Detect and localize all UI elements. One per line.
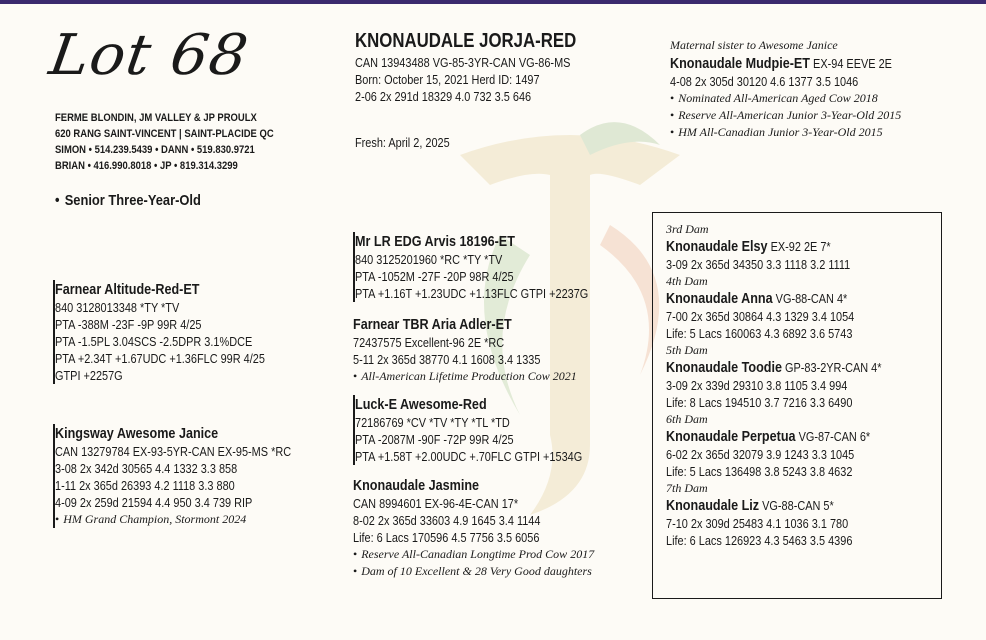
sire-line: PTA +2.34T +1.67UDC +1.36FLC 99R 4/25 <box>55 351 265 366</box>
sister-classification: EX-94 EEVE 2E <box>810 56 892 71</box>
sister-note-text: HM All-Canadian Junior 3-Year-Old 2015 <box>678 125 883 139</box>
sister-name-text: Knonaudale Mudpie-ET <box>670 55 811 72</box>
second-dam-line: Life: 6 Lacs 170596 4.5 7756 3.5 6056 <box>353 530 540 545</box>
second-dam-note-text: Dam of 10 Excellent & 28 Very Good daughters <box>361 564 592 578</box>
sire <box>53 280 305 384</box>
bullet-icon: • <box>55 192 60 209</box>
mgs-line: PTA -1052M -27F -20P 98R 4/25 <box>355 269 514 284</box>
sire-dam-line: 1-11 2x 365d 26393 4.2 1118 3.3 880 <box>55 478 235 493</box>
dam-entry-line: Life: 8 Lacs 194510 3.7 7216 3.3 6490 <box>666 395 853 410</box>
second-dam-line: 8-02 2x 365d 33603 4.9 1645 3.4 1144 <box>353 513 541 528</box>
mmgs-line: 72186769 *CV *TV *TY *TL *TD <box>355 415 510 430</box>
sister-name <box>670 54 892 73</box>
dam-note <box>353 368 577 385</box>
dam-entry-name-text: Knonaudale Elsy <box>666 238 768 255</box>
dam-entry-classification: EX-92 2E 7* <box>767 239 831 254</box>
maternal-sister <box>670 37 934 141</box>
sister-label: Maternal sister to Awesome Janice <box>670 38 838 52</box>
dam-generation-label: 3rd Dam <box>666 222 709 236</box>
bullet-icon: • <box>353 547 358 561</box>
sire-dam-name: Kingsway Awesome Janice <box>55 425 219 442</box>
dam-generation-label: 7th Dam <box>666 481 708 495</box>
bullet-icon: • <box>670 91 675 105</box>
dam-name: Farnear TBR Aria Adler-ET <box>353 316 512 333</box>
bullet-icon: • <box>55 512 60 526</box>
dam-entry-6th <box>666 411 941 480</box>
second-dam-name: Knonaudale Jasmine <box>353 477 480 494</box>
owner-line: FERME BLONDIN, JM VALLEY & JP PROULX <box>55 112 257 124</box>
sire-dam-line: CAN 13279784 EX-93-5YR-CAN EX-95-MS *RC <box>55 444 292 459</box>
mmgs-line: PTA -2087M -90F -72P 99R 4/25 <box>355 432 514 447</box>
sister-note-text: Reserve All-American Junior 3-Year-Old 2015 <box>678 108 902 122</box>
sire-line: PTA -1.5PL 3.04SCS -2.5DPR 3.1%DCE <box>55 334 253 349</box>
second-dam <box>353 476 594 580</box>
dam-entry-line: Life: 5 Lacs 136498 3.8 5243 3.8 4632 <box>666 464 853 479</box>
dam-entry-classification: VG-87-CAN 6* <box>795 429 871 444</box>
dam-entry-name <box>666 289 897 308</box>
dam-generation-label: 5th Dam <box>666 343 708 357</box>
fresh-date: Fresh: April 2, 2025 <box>355 135 450 150</box>
sister-note <box>670 90 934 107</box>
animal-registration: CAN 13943488 VG-85-3YR-CAN VG-86-MS <box>355 55 571 70</box>
second-dam-note <box>353 563 594 580</box>
dam-entry-classification: VG-88-CAN 5* <box>759 498 834 513</box>
dam-entry-name-text: Knonaudale Anna <box>666 290 773 307</box>
dams-box <box>652 212 942 599</box>
dam-generation-label: 4th Dam <box>666 274 708 288</box>
dam-note-text: All-American Lifetime Production Cow 2021 <box>361 369 577 383</box>
dam-entry-3rd <box>666 221 941 273</box>
dam-entry-line: 6-02 2x 365d 32079 3.9 1243 3.3 1045 <box>666 447 855 462</box>
mmgs-line: PTA +1.58T +2.00UDC +.70FLC GTPI +1534G <box>355 449 583 464</box>
sire-line: GTPI +2257G <box>55 368 123 383</box>
second-dam-note-text: Reserve All-Canadian Longtime Prod Cow 2017 <box>361 547 595 561</box>
main-animal <box>355 30 618 105</box>
second-dam-line: CAN 8994601 EX-96-4E-CAN 17* <box>353 496 519 511</box>
dam-generation-label: 6th Dam <box>666 412 708 426</box>
dam-entry-line: 7-10 2x 309d 25483 4.1 1036 3.1 780 <box>666 516 849 531</box>
sister-record: 4-08 2x 305d 30120 4.6 1377 3.5 1046 <box>670 74 859 89</box>
dam-entry-name-text: Knonaudale Perpetua <box>666 428 796 445</box>
dam-entry-name-text: Knonaudale Toodie <box>666 359 782 376</box>
bullet-icon: • <box>353 369 358 383</box>
sire-name: Farnear Altitude-Red-ET <box>55 281 200 298</box>
dam-entry-name-text: Knonaudale Liz <box>666 497 760 514</box>
owner-line: 620 RANG SAINT-VINCENT | SAINT-PLACIDE QC <box>55 128 274 140</box>
dam-entry-classification: GP-83-2YR-CAN 4* <box>781 360 882 375</box>
mgs-line: 840 3125201960 *RC *TY *TV <box>355 252 503 267</box>
sire-line: 840 3128013348 *TY *TV <box>55 300 180 315</box>
dam-entry-name <box>666 237 897 256</box>
dam-entry-line: 3-09 2x 365d 34350 3.3 1118 3.2 1111 <box>666 257 851 272</box>
dam <box>353 315 577 385</box>
lot-title: Lot 68 <box>45 23 253 88</box>
sire-line: PTA -388M -23F -9P 99R 4/25 <box>55 317 202 332</box>
sire-dam-line: 4-09 2x 259d 21594 4.4 950 3.4 739 RIP <box>55 495 253 510</box>
owner-line: SIMON • 514.239.5439 • DANN • 519.830.9721 <box>55 144 255 156</box>
dam-entry-classification: VG-88-CAN 4* <box>772 291 848 306</box>
bullet-icon: • <box>670 108 675 122</box>
dam-line: 72437575 Excellent-96 2E *RC <box>353 335 505 350</box>
dam-entry-4th <box>666 273 941 342</box>
dam-entry-7th <box>666 480 941 549</box>
sire-dam-line: 3-08 2x 342d 30565 4.4 1332 3.3 858 <box>55 461 238 476</box>
dam-entry-line: Life: 5 Lacs 160063 4.3 6892 3.6 5743 <box>666 326 853 341</box>
animal-birth-info: Born: October 15, 2021 Herd ID: 1497 <box>355 72 540 87</box>
dam-entry-5th <box>666 342 941 411</box>
maternal-great-grandsire <box>353 395 626 465</box>
sister-note-text: Nominated All-American Aged Cow 2018 <box>678 91 878 105</box>
class-label-text: Senior Three-Year-Old <box>64 192 201 209</box>
owner-info <box>55 110 309 174</box>
mgs-line: PTA +1.16T +1.23UDC +1.13FLC GTPI +2237G <box>355 286 589 301</box>
mmgs-name: Luck-E Awesome-Red <box>355 396 487 413</box>
top-border <box>0 0 986 4</box>
bullet-icon: • <box>353 564 358 578</box>
sire-dam-note-text: HM Grand Champion, Stormont 2024 <box>63 512 247 526</box>
animal-record: 2-06 2x 291d 18329 4.0 732 3.5 646 <box>355 89 532 104</box>
dam-entry-line: Life: 6 Lacs 126923 4.3 5463 3.5 4396 <box>666 533 853 548</box>
dam-entry-name <box>666 496 897 515</box>
sister-note <box>670 107 934 124</box>
dam-line: 5-11 2x 365d 38770 4.1 1608 3.4 1335 <box>353 352 541 367</box>
sire-dam <box>53 424 336 528</box>
dam-entry-name <box>666 427 897 446</box>
dam-entry-line: 3-09 2x 339d 29310 3.8 1105 3.4 994 <box>666 378 848 393</box>
dam-entry-name <box>666 358 897 377</box>
animal-name: KNONAUDALE JORJA-RED <box>355 30 577 52</box>
owner-line: BRIAN • 416.990.8018 • JP • 819.314.3299 <box>55 160 238 172</box>
sire-dam-note <box>55 511 336 528</box>
mgs-name: Mr LR EDG Arvis 18196-ET <box>355 233 515 250</box>
bullet-icon: • <box>670 125 675 139</box>
class-label <box>55 192 201 209</box>
second-dam-note <box>353 546 594 563</box>
sister-note <box>670 124 934 141</box>
maternal-grandsire <box>353 232 633 302</box>
dam-entry-line: 7-00 2x 365d 30864 4.3 1329 3.4 1054 <box>666 309 855 324</box>
